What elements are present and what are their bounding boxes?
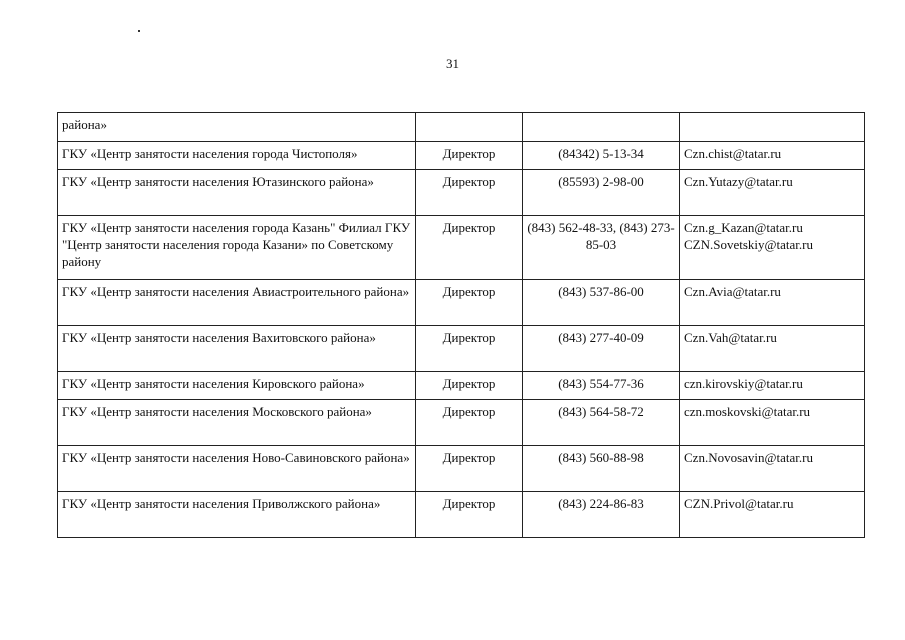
org-cell: ГКУ «Центр занятости населения города Чистополя» <box>58 142 416 170</box>
org-cell: ГКУ «Центр занятости населения Ново-Савиновского района» <box>58 446 416 492</box>
table-row <box>58 216 865 280</box>
email-cell: Czn.Novosavin@tatar.ru <box>680 446 865 492</box>
position-cell <box>416 113 523 142</box>
email-cell: czn.moskovski@tatar.ru <box>680 400 865 446</box>
table-row <box>58 372 865 400</box>
org-cell: ГКУ «Центр занятости населения Вахитовского района» <box>58 326 416 372</box>
email-cell: czn.kirovskiy@tatar.ru <box>680 372 865 400</box>
position-cell: Директор <box>416 326 523 372</box>
phone-cell: (85593) 2-98-00 <box>523 170 680 216</box>
position-cell: Директор <box>416 142 523 170</box>
email-cell: CZN.Privol@tatar.ru <box>680 492 865 538</box>
position-cell: Директор <box>416 400 523 446</box>
table-row <box>58 326 865 372</box>
phone-cell: (843) 554-77-36 <box>523 372 680 400</box>
email-cell: Czn.Vah@tatar.ru <box>680 326 865 372</box>
phone-cell <box>523 113 680 142</box>
table-row <box>58 170 865 216</box>
org-cell: ГКУ «Центр занятости населения Авиастроительного района» <box>58 280 416 326</box>
phone-cell: (843) 560-88-98 <box>523 446 680 492</box>
position-cell: Директор <box>416 372 523 400</box>
email-cell: Czn.g_Kazan@tatar.ru CZN.Sovetskiy@tatar.ru <box>680 216 865 280</box>
table-row <box>58 280 865 326</box>
position-cell: Директор <box>416 492 523 538</box>
phone-cell: (843) 277-40-09 <box>523 326 680 372</box>
org-cell: района» <box>58 113 416 142</box>
table-row <box>58 142 865 170</box>
position-cell: Директор <box>416 446 523 492</box>
org-cell: ГКУ «Центр занятости населения Кировского района» <box>58 372 416 400</box>
position-cell: Директор <box>416 216 523 280</box>
contacts-table <box>57 112 865 538</box>
position-cell: Директор <box>416 170 523 216</box>
org-cell: ГКУ «Центр занятости населения Приволжского района» <box>58 492 416 538</box>
email-cell: Czn.Avia@tatar.ru <box>680 280 865 326</box>
table-row <box>58 400 865 446</box>
email-cell <box>680 113 865 142</box>
table-row <box>58 113 865 142</box>
org-cell: ГКУ «Центр занятости населения Ютазинского района» <box>58 170 416 216</box>
phone-cell: (843) 562-48-33, (843) 273-85-03 <box>523 216 680 280</box>
phone-cell: (843) 564-58-72 <box>523 400 680 446</box>
email-cell: Czn.Yutazy@tatar.ru <box>680 170 865 216</box>
stray-mark <box>138 30 140 32</box>
position-cell: Директор <box>416 280 523 326</box>
page-number: 31 <box>446 56 459 71</box>
phone-cell: (843) 224-86-83 <box>523 492 680 538</box>
phone-cell: (843) 537-86-00 <box>523 280 680 326</box>
org-cell: ГКУ «Центр занятости населения города Казань" Филиал ГКУ "Центр занятости населения города Казани» по Советскому району <box>58 216 416 280</box>
email-cell: Czn.chist@tatar.ru <box>680 142 865 170</box>
table-row <box>58 446 865 492</box>
table-row <box>58 492 865 538</box>
phone-cell: (84342) 5-13-34 <box>523 142 680 170</box>
org-cell: ГКУ «Центр занятости населения Московского района» <box>58 400 416 446</box>
